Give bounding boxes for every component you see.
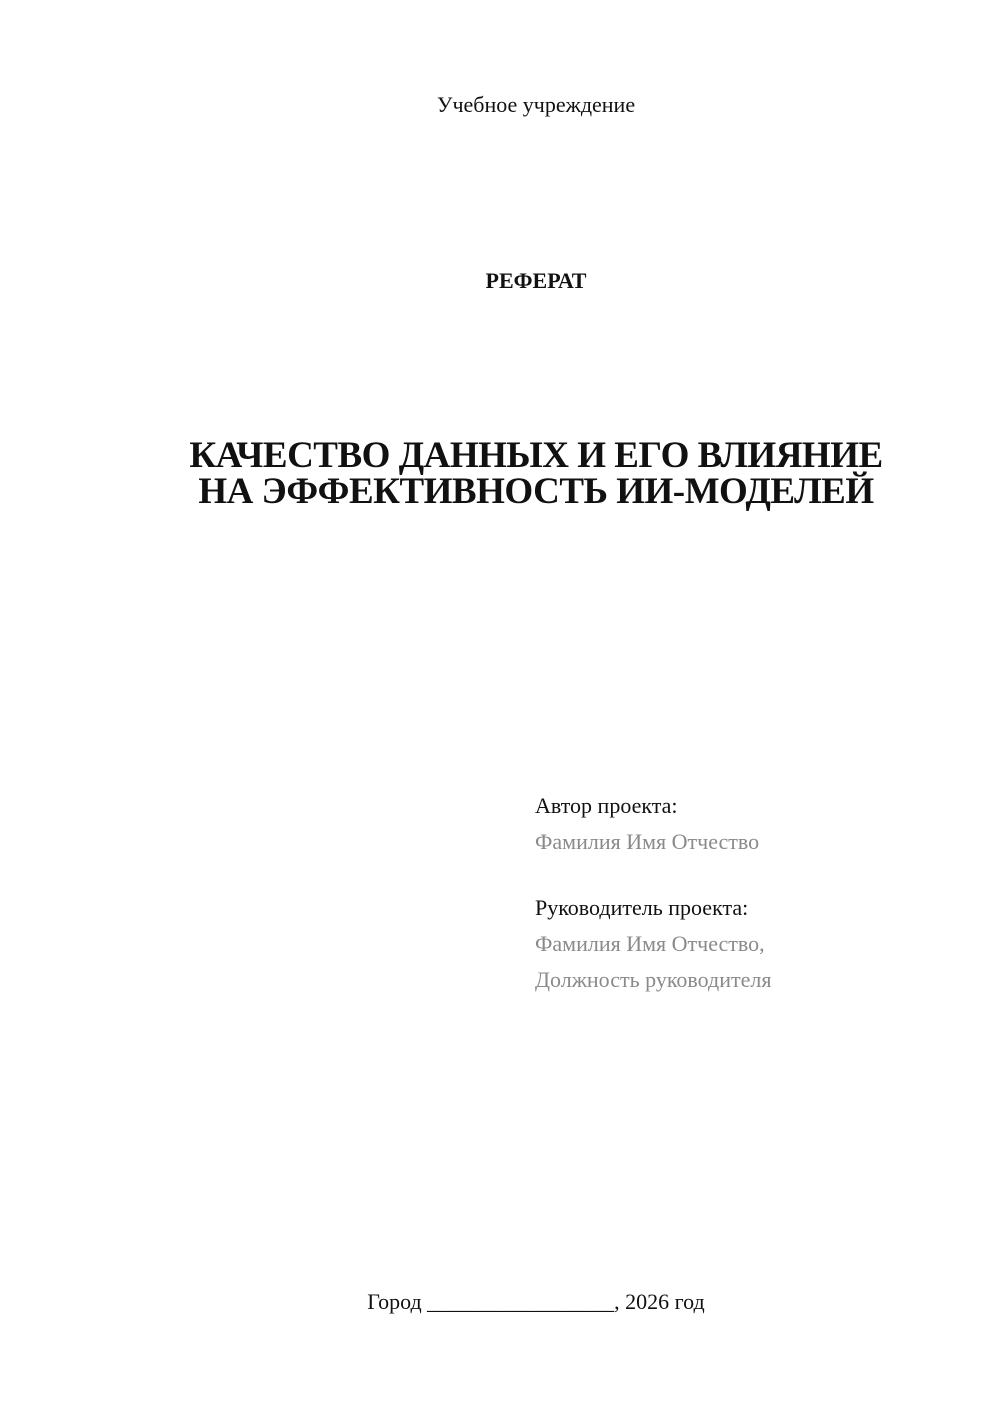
city-year-line: Город _________________, 2026 год bbox=[367, 1289, 705, 1314]
document-type: РЕФЕРАТ bbox=[485, 268, 587, 293]
supervisor-position: Должность руководителя bbox=[535, 967, 772, 992]
title-line-2: НА ЭФФЕКТИВНОСТЬ ИИ-МОДЕЛЕЙ bbox=[198, 471, 874, 512]
title-line-1: КАЧЕСТВО ДАННЫХ И ЕГО ВЛИЯНИЕ bbox=[189, 435, 883, 476]
project-people-block bbox=[535, 788, 771, 998]
institution-name: Учебное учреждение bbox=[436, 92, 636, 117]
supervisor-label: Руководитель проекта: bbox=[535, 895, 749, 920]
document-title bbox=[0, 435, 1000, 512]
author-label: Автор проекта: bbox=[535, 793, 678, 818]
author-name: Фамилия Имя Отчество bbox=[535, 829, 760, 854]
supervisor-name: Фамилия Имя Отчество, bbox=[535, 931, 765, 956]
spacer bbox=[535, 860, 771, 890]
